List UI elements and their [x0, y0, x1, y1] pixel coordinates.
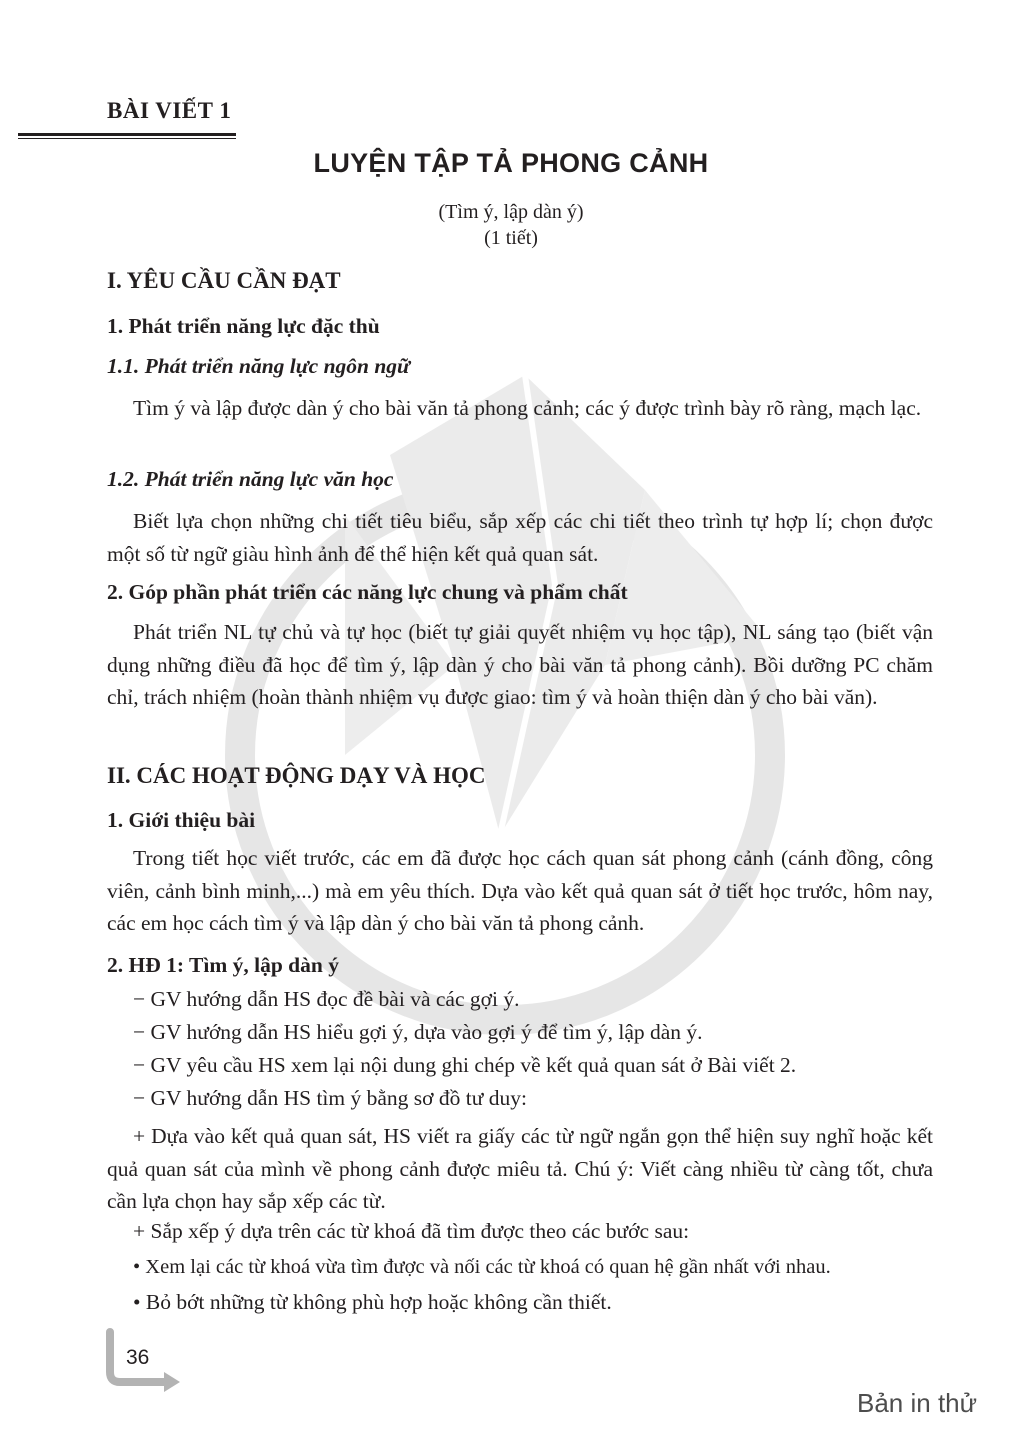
subheading-1-2: 1.2. Phát triển năng lực văn học	[107, 467, 394, 491]
subheading-1-1: 1.1. Phát triển năng lực ngôn ngữ	[107, 354, 410, 378]
paragraph-language: Tìm ý và lập được dàn ý cho bài văn tả phong cảnh; các ý được trình bày rõ ràng, mạch lạc.	[133, 396, 922, 420]
paragraph-intro: Trong tiết học viết trước, các em đã được học cách quan sát phong cảnh (cánh đồng, công viên, cảnh bình minh,...) mà em yêu thích. Dựa vào kết quả quan sát ở tiết học trước, hôm nay, các em học cách tìm ý và lập dàn ý cho bài văn tả phong cảnh.	[107, 846, 933, 935]
list-item: − GV hướng dẫn HS đọc đề bài và các gợi ý.	[133, 987, 520, 1011]
page-title: LUYỆN TẬP TẢ PHONG CẢNH	[313, 148, 709, 178]
list-item: − GV hướng dẫn HS hiểu gợi ý, dựa vào gợi ý để tìm ý, lập dàn ý.	[133, 1020, 703, 1044]
subheading-1: 1. Phát triển năng lực đặc thù	[107, 314, 380, 338]
lesson-label: BÀI VIẾT 1	[107, 98, 232, 123]
section-heading-1: I. YÊU CẦU CẦN ĐẠT	[107, 268, 341, 293]
page-number: 36	[126, 1346, 150, 1369]
subheading-intro: 1. Giới thiệu bài	[107, 808, 256, 832]
subheading-activity: 2. HĐ 1: Tìm ý, lập dàn ý	[107, 953, 339, 977]
header-rule	[18, 133, 236, 136]
list-item: − GV hướng dẫn HS tìm ý bằng sơ đồ tư duy:	[133, 1086, 528, 1110]
list-item-plus-2: + Sắp xếp ý dựa trên các từ khoá đã tìm được theo các bước sau:	[133, 1219, 690, 1243]
list-item-dot: • Bỏ bớt những từ không phù hợp hoặc không cần thiết.	[133, 1290, 612, 1314]
subtitle-duration: (1 tiết)	[484, 227, 538, 249]
paragraph-literature: Biết lựa chọn những chi tiết tiêu biểu, sắp xếp các chi tiết theo trình tự hợp lí; chọn được một số từ ngữ giàu hình ảnh để thể hiện kết quả quan sát.	[107, 509, 933, 566]
subheading-2: 2. Góp phần phát triển các năng lực chung và phẩm chất	[107, 580, 628, 604]
list-item: − GV yêu cầu HS xem lại nội dung ghi chép về kết quả quan sát ở Bài viết 2.	[133, 1053, 797, 1077]
section-heading-2: II. CÁC HOẠT ĐỘNG DẠY VÀ HỌC	[107, 763, 486, 788]
header-rule-thin	[18, 138, 236, 139]
paragraph-plus-1: + Dựa vào kết quả quan sát, HS viết ra giấy các từ ngữ ngắn gọn thể hiện suy nghĩ hoặc kết quả quan sát của mình về phong cảnh được miêu tả. Chú ý: Viết càng nhiều từ càng tốt, chưa cần lựa chọn hay sắp xếp các từ.	[107, 1124, 933, 1213]
subtitle-task: (Tìm ý, lập dàn ý)	[438, 201, 584, 223]
draft-label: Bản in thử	[857, 1388, 978, 1418]
paragraph-competence: Phát triển NL tự chủ và tự học (biết tự giải quyết nhiệm vụ học tập), NL sáng tạo (biết vận dụng những điều đã học để tìm ý, lập dàn ý cho bài văn tả phong cảnh). Bồi dưỡng PC chăm chỉ, trách nhiệm (hoàn thành nhiệm vụ được giao: tìm ý và hoàn thiện dàn ý cho bài văn).	[107, 620, 933, 709]
list-item-dot: • Xem lại các từ khoá vừa tìm được và nối các từ khoá có quan hệ gần nhất với nhau.	[133, 1256, 831, 1278]
